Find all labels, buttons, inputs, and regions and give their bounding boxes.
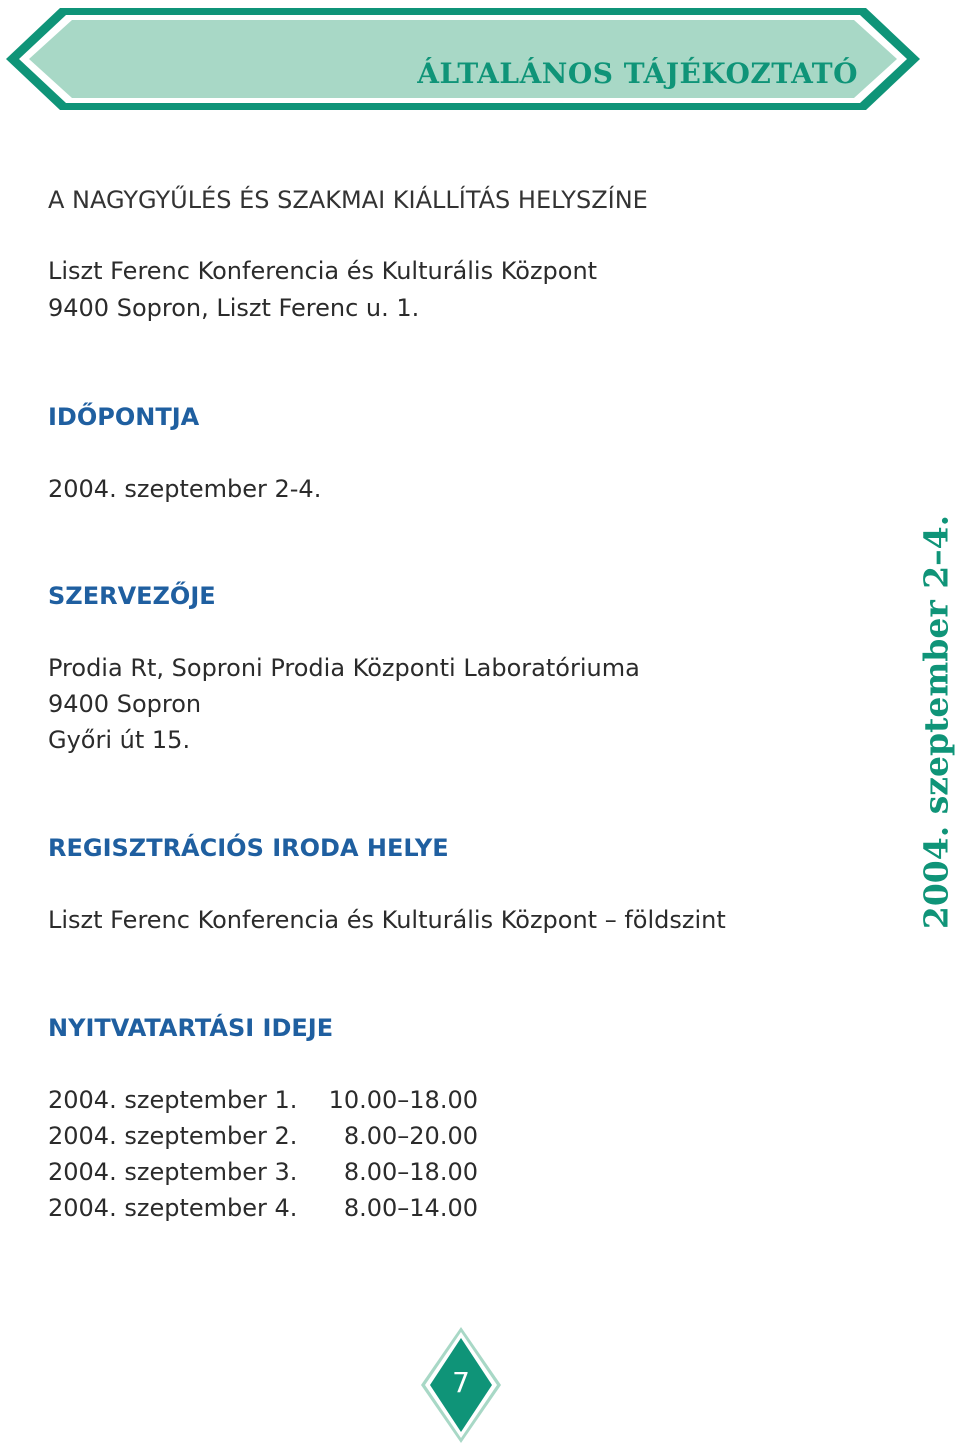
registration-heading: REGISZTRÁCIÓS IRODA HELYE	[48, 834, 449, 862]
schedule-date: 2004. szeptember 1.	[48, 1086, 298, 1114]
organizer-name: Prodia Rt, Soproni Prodia Központi Laboratóriuma	[48, 654, 640, 682]
schedule-date: 2004. szeptember 3.	[48, 1158, 298, 1186]
organizer-city: 9400 Sopron	[48, 690, 202, 718]
schedule-time: 8.00–14.00	[343, 1194, 478, 1222]
date-value: 2004. szeptember 2-4.	[48, 475, 322, 503]
schedule-time: 10.00–18.00	[328, 1086, 478, 1114]
schedule-time: 8.00–18.00	[343, 1158, 478, 1186]
venue-name: Liszt Ferenc Konferencia és Kulturális Központ	[48, 257, 598, 285]
organizer-street: Győri út 15.	[48, 726, 191, 754]
schedule-time: 8.00–20.00	[343, 1122, 478, 1150]
venue-address: 9400 Sopron, Liszt Ferenc u. 1.	[48, 294, 420, 322]
date-heading: IDŐPONTJA	[48, 403, 200, 431]
organizer-heading: SZERVEZŐJE	[48, 582, 216, 610]
side-date-label: 2004. szeptember 2–4.	[916, 514, 956, 930]
opening-hours-heading: NYITVATARTÁSI IDEJE	[48, 1014, 334, 1042]
page-number: 7	[452, 1366, 470, 1399]
registration-location: Liszt Ferenc Konferencia és Kulturális Központ – földszint	[48, 906, 726, 934]
schedule-date: 2004. szeptember 4.	[48, 1194, 298, 1222]
venue-heading: A NAGYGYŰLÉS ÉS SZAKMAI KIÁLLÍTÁS HELYSZÍNE	[48, 186, 648, 214]
page-title: ÁLTALÁNOS TÁJÉKOZTATÓ	[417, 56, 858, 90]
schedule-date: 2004. szeptember 2.	[48, 1122, 298, 1150]
